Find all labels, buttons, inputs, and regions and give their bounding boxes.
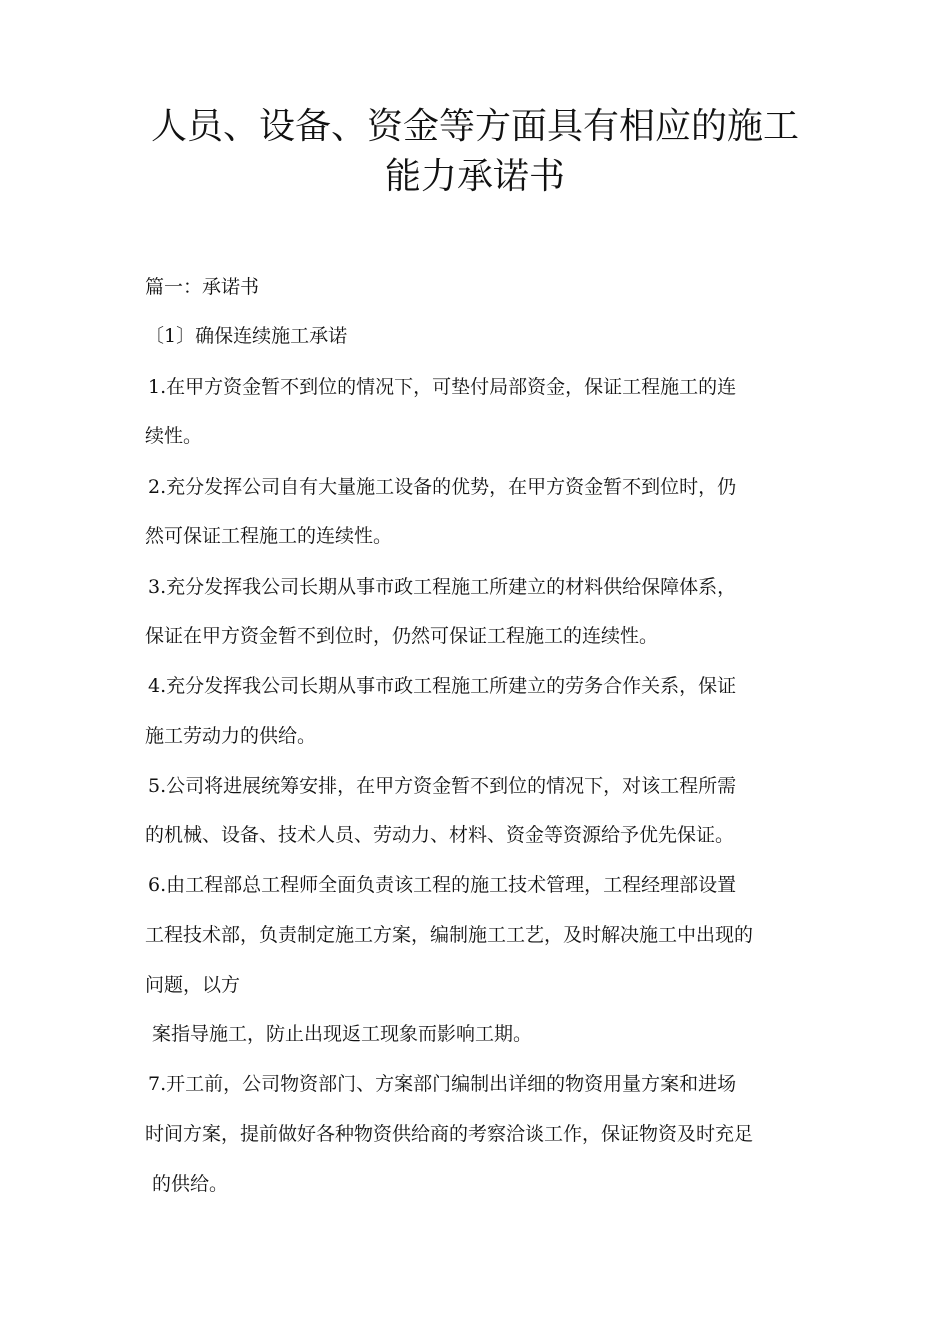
paragraph-line: 保证在甲方资金暂不到位时，仍然可保证工程施工的连续性。 xyxy=(145,625,659,647)
paragraph-line: 5.公司将进展统筹安排，在甲方资金暂不到位的情况下，对该工程所需 xyxy=(148,775,737,797)
paragraph-line: 的供给。 xyxy=(152,1173,229,1195)
paragraph-line: 问题，以方 xyxy=(145,974,241,996)
paragraph-line: 工程技术部，负责制定施工方案，编制施工工艺，及时解决施工中出现的 xyxy=(145,924,754,946)
paragraph-line: 7.开工前，公司物资部门、方案部门编制出详细的物资用量方案和进场 xyxy=(148,1073,737,1095)
paragraph-line: 案指导施工，防止出现返工现象而影响工期。 xyxy=(152,1023,533,1045)
section-heading: 篇一：承诺书 xyxy=(145,276,260,298)
paragraph-line: 3.充分发挥我公司长期从事市政工程施工所建立的材料供给保障体系， xyxy=(148,576,737,598)
subsection-heading: 〔1〕确保连续施工承诺 xyxy=(145,325,348,347)
paragraph-line: 的机械、设备、技术人员、劳动力、材料、资金等资源给予优先保证。 xyxy=(145,824,735,846)
paragraph-line: 1.在甲方资金暂不到位的情况下，可垫付局部资金，保证工程施工的连 xyxy=(148,376,737,398)
paragraph-line: 2.充分发挥公司自有大量施工设备的优势，在甲方资金暂不到位时，仍 xyxy=(148,476,737,498)
paragraph-line: 续性。 xyxy=(145,425,203,447)
paragraph-line: 4.充分发挥我公司长期从事市政工程施工所建立的劳务合作关系，保证 xyxy=(148,675,737,697)
document-title-line-2: 能力承诺书 xyxy=(384,156,565,197)
paragraph-line: 时间方案，提前做好各种物资供给商的考察洽谈工作，保证物资及时充足 xyxy=(145,1123,754,1145)
document-title-line-1: 人员、设备、资金等方面具有相应的施工 xyxy=(150,106,799,147)
paragraph-line: 施工劳动力的供给。 xyxy=(145,725,317,747)
paragraph-line: 6.由工程部总工程师全面负责该工程的施工技术管理，工程经理部设置 xyxy=(148,874,737,896)
paragraph-line: 然可保证工程施工的连续性。 xyxy=(145,525,393,547)
